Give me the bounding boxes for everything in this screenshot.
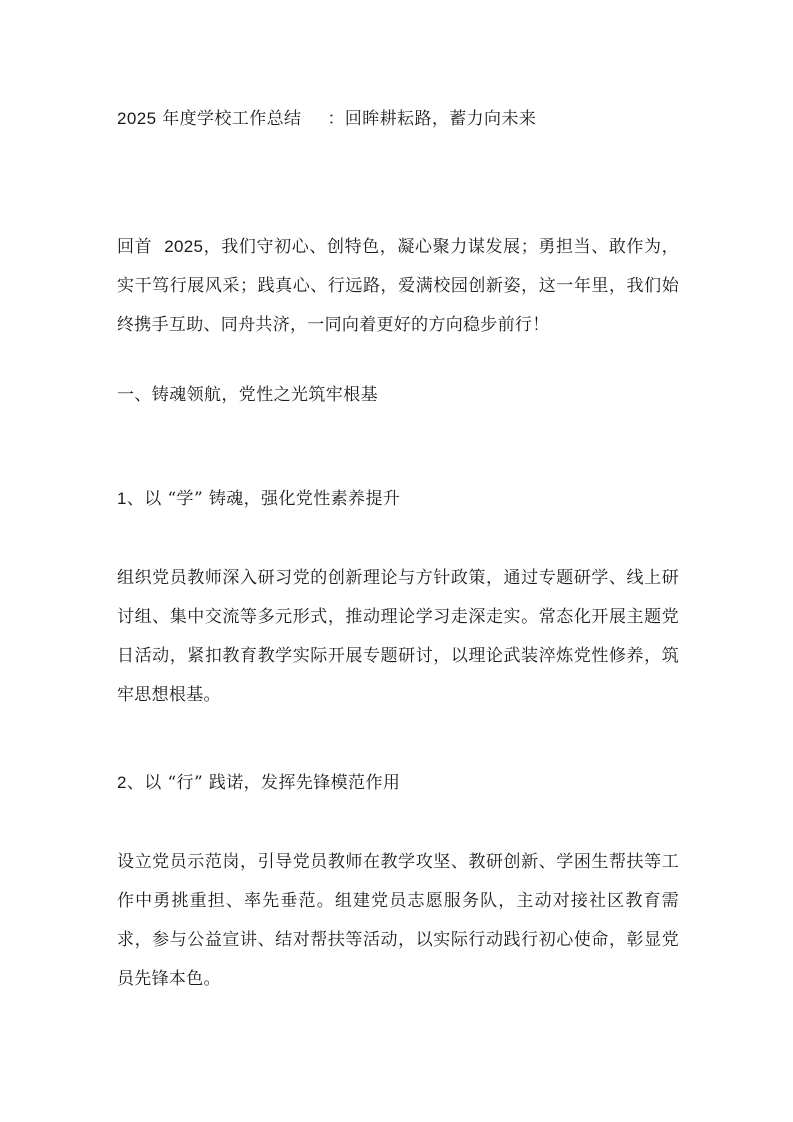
subsection-number: 1 bbox=[117, 489, 127, 508]
intro-year: 2025 bbox=[164, 237, 204, 256]
title-main: 年度学校工作总结 bbox=[162, 109, 302, 129]
title-colon: ： bbox=[327, 109, 345, 129]
document-title bbox=[117, 104, 536, 129]
subsection-heading-text: 、以 “学” 铸魂，强化党性素养提升 bbox=[126, 489, 401, 509]
subsection-heading-text: 、以 “行” 践诺，发挥先锋模范作用 bbox=[126, 773, 401, 793]
intro-paragraph bbox=[117, 227, 679, 345]
title-year: 2025 bbox=[117, 109, 157, 128]
intro-text: ，我们守初心、创特色，凝心聚力谋发展；勇担当、敢作为，实干笃行展风采；践真心、行远路，爱满校园创新姿，这一年里，我们始终携手互助、同舟共济，一同向着更好的方向稳步前行！ bbox=[117, 237, 679, 335]
subsection-number: 2 bbox=[117, 773, 127, 792]
title-subtitle: 回眸耕耘路，蓄力向未来 bbox=[344, 109, 537, 129]
intro-lead: 回首 bbox=[117, 237, 153, 257]
subsection-body: 组织党员教师深入研习党的创新理论与方针政策，通过专题研学、线上研讨组、集中交流等多元形式，推动理论学习走深走实。常态化开展主题党日活动，紧扣教育教学实际开展专题研讨，以理论武装淬炼党性修养，筑牢思想根基。 bbox=[117, 568, 679, 705]
subsection-heading bbox=[117, 484, 400, 509]
subsection-body: 设立党员示范岗，引导党员教师在教学攻坚、教研创新、学困生帮扶等工作中勇挑重担、率先垂范。组建党员志愿服务队，主动对接社区教育需求，参与公益宣讲、结对帮扶等活动，以实际行动践行初心使命，彰显党员先锋本色。 bbox=[117, 852, 679, 989]
subsection-heading bbox=[117, 768, 400, 793]
section-heading: 一、铸魂领航，党性之光筑牢根基 bbox=[117, 385, 378, 405]
